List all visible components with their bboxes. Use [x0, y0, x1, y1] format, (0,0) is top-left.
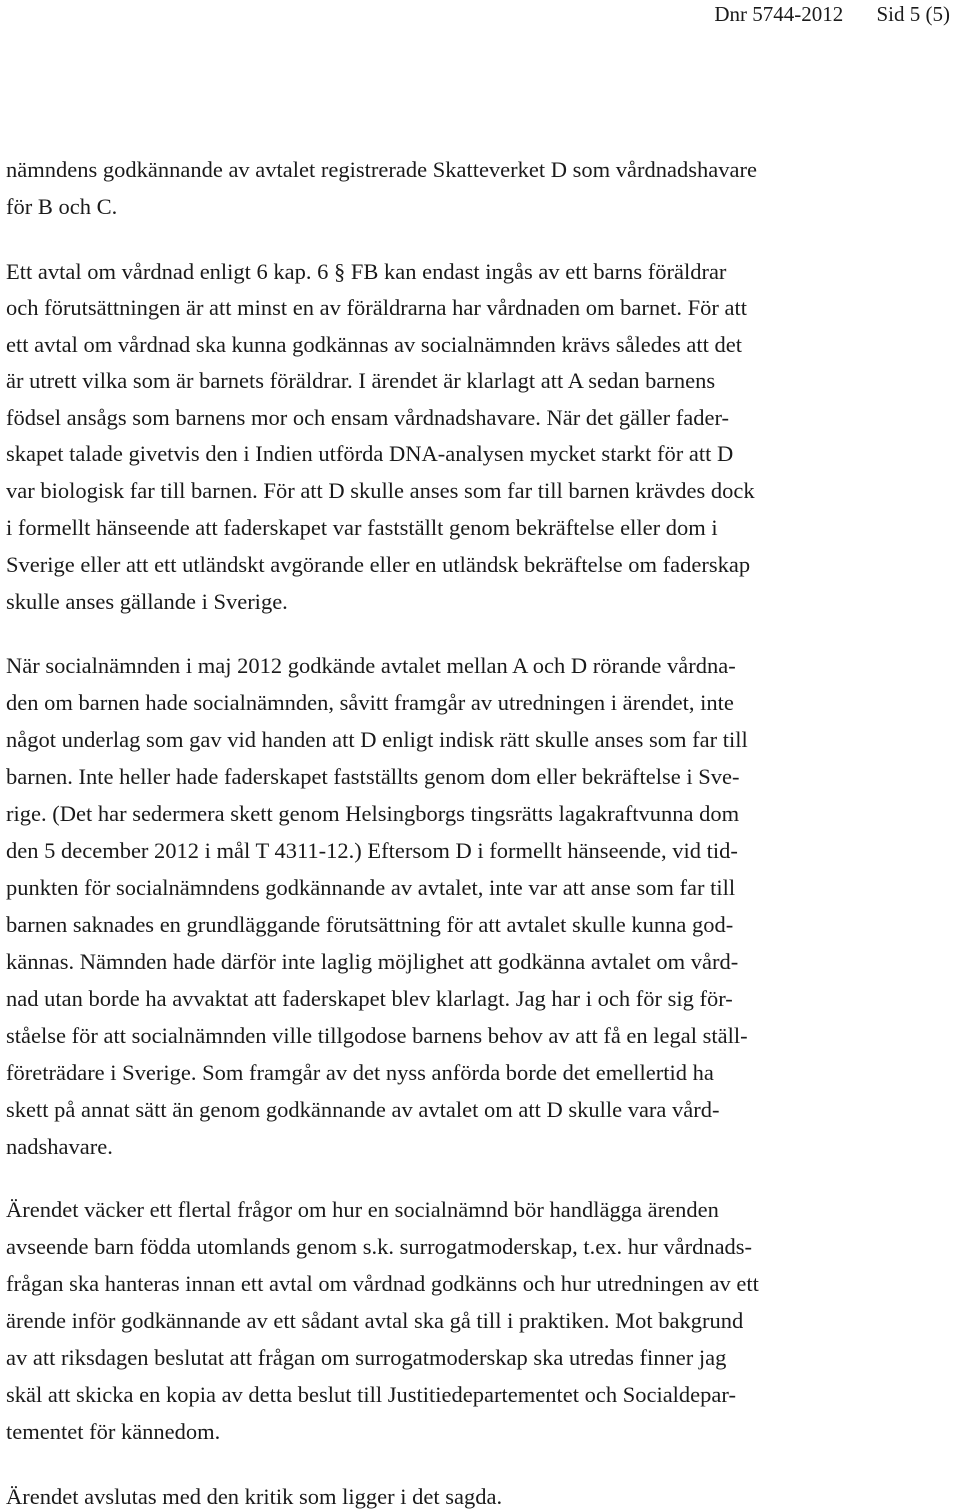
text-line: skäl att skicka en kopia av detta beslut till Justitiedepartementet och Socialdepar- [6, 1382, 736, 1407]
text-line: punkten för socialnämndens godkännande av avtalet, inte var att anse som far till [6, 875, 736, 900]
text-line: ståelse för att socialnämnden ville tillgodose barnens behov av att få en legal ställ- [6, 1023, 748, 1048]
text-line: Sverige eller att ett utländskt avgörande eller en utländsk bekräftelse om faderskap [6, 552, 751, 577]
text-line: avseende barn födda utomlands genom s.k. surrogatmoderskap, t.ex. hur vårdnads- [6, 1234, 753, 1259]
text-line: frågan ska hanteras innan ett avtal om vårdnad godkänns och hur utredningen av ett [6, 1271, 759, 1296]
text-line: När socialnämnden i maj 2012 godkände avtalet mellan A och D rörande vårdna- [6, 653, 736, 678]
text-line: rige. (Det har sedermera skett genom Helsingborgs tingsrätts lagakraftvunna dom [6, 801, 740, 826]
text-line: av att riksdagen beslutat att frågan om surrogatmoderskap ska utredas finner jag [6, 1345, 727, 1370]
page-header [714, 2, 950, 26]
text-line: barnen saknades en grundläggande förutsättning för att avtalet skulle kunna god- [6, 912, 734, 937]
text-line: födsel ansågs som barnens mor och ensam vårdnadshavare. När det gäller fader- [6, 405, 730, 430]
text-line: något underlag som gav vid handen att D enligt indisk rätt skulle anses som far till [6, 727, 748, 752]
text-line: barnen. Inte heller hade faderskapet fastställts genom dom eller bekräftelse i Sve- [6, 764, 740, 789]
text-line: Ärendet avslutas med den kritik som ligger i det sagda. [6, 1484, 503, 1509]
text-line: och förutsättningen är att minst en av föräldrarna har vårdnaden om barnet. För att [6, 295, 747, 320]
document-number: Dnr 5744-2012 [714, 2, 844, 26]
page-number: Sid 5 (5) [876, 2, 950, 26]
text-line: skapet talade givetvis den i Indien utförda DNA-analysen mycket starkt för att D [6, 441, 734, 466]
text-line: Ett avtal om vårdnad enligt 6 kap. 6 § FB kan endast ingås av ett barns föräldrar [6, 259, 727, 284]
text-line: nämndens godkännande av avtalet registrerade Skatteverket D som vårdnadshavare [6, 157, 757, 182]
text-line: företrädare i Sverige. Som framgår av det nyss anförda borde det emellertid ha [6, 1060, 714, 1085]
text-line: den om barnen hade socialnämnden, såvitt framgår av utredningen i ärendet, inte [6, 690, 734, 715]
text-line: ett avtal om vårdnad ska kunna godkännas av socialnämnden krävs således att det [6, 332, 743, 357]
text-line: kännas. Nämnden hade därför inte laglig möjlighet att godkänna avtalet om vård- [6, 949, 739, 974]
text-line: den 5 december 2012 i mål T 4311-12.) Eftersom D i formellt hänseende, vid tid- [6, 838, 738, 863]
text-line: är utrett vilka som är barnets föräldrar. I ärendet är klarlagt att A sedan barnens [6, 368, 716, 393]
text-line: ärende inför godkännande av ett sådant avtal ska gå till i praktiken. Mot bakgrund [6, 1308, 744, 1333]
text-line: Ärendet väcker ett flertal frågor om hur en socialnämnd bör handlägga ärenden [6, 1197, 719, 1222]
text-line: skulle anses gällande i Sverige. [6, 589, 288, 614]
text-line: nad utan borde ha avvaktat att faderskapet blev klarlagt. Jag har i och för sig för- [6, 986, 733, 1011]
text-line: skett på annat sätt än genom godkännande av avtalet om att D skulle vara vård- [6, 1097, 720, 1122]
text-line: för B och C. [6, 194, 118, 219]
text-line: var biologisk far till barnen. För att D skulle anses som far till barnen krävdes dock [6, 478, 755, 503]
text-line: nadshavare. [6, 1134, 113, 1159]
text-line: i formellt hänseende att faderskapet var fastställt genom bekräftelse eller dom i [6, 515, 718, 540]
text-line: tementet för kännedom. [6, 1419, 221, 1444]
